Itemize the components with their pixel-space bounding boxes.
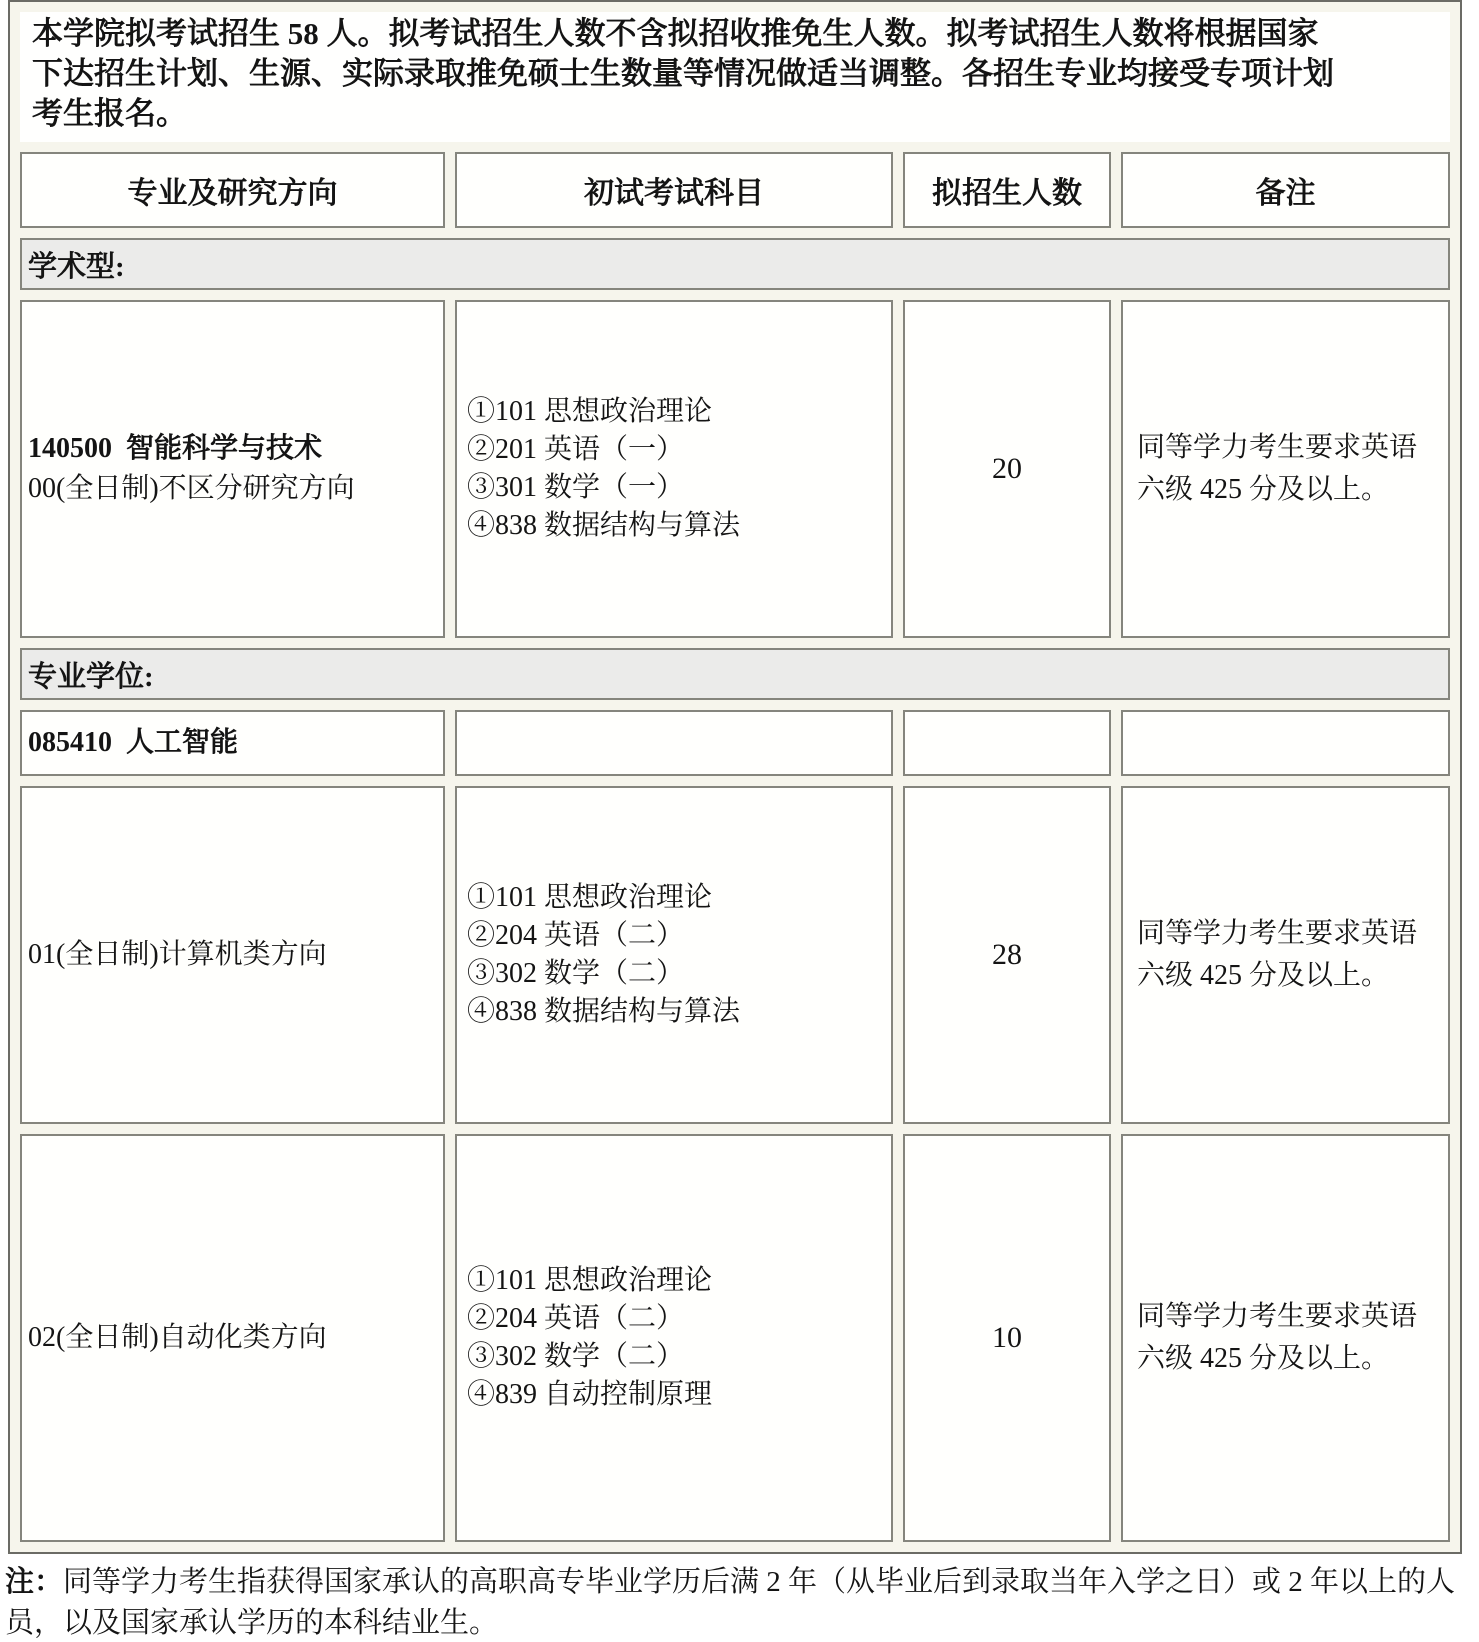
- intro-line-1: 本学院拟考试招生 58 人。拟考试招生人数不含拟招收推免生人数。拟考试招生人数将根据国家: [32, 16, 1319, 51]
- footnote-text: 同等学力考生指获得国家承认的高职高专毕业学历后满 2 年（从毕业后到录取当年入学之日）或 2 年以上的人: [63, 1566, 1456, 1598]
- subject-item: ①101 思想政治理论: [467, 882, 713, 913]
- intro-row: [20, 12, 1450, 142]
- admissions-table: [8, 0, 1462, 1554]
- major-cell-02: [20, 1134, 445, 1542]
- subject-item: ③301 数学（一）: [467, 472, 685, 503]
- remark-cell-01: [1121, 786, 1450, 1124]
- major-direction: 00(全日制)不区分研究方向: [28, 473, 355, 504]
- header-cell-remark: 备注: [1121, 152, 1450, 228]
- major-direction: 02(全日制)自动化类方向: [28, 1322, 327, 1353]
- major-cell-140500: [20, 300, 445, 638]
- subjects-cell-02: [455, 1134, 893, 1542]
- remark-line: 六级 425 分及以上。: [1137, 960, 1390, 991]
- subjects-cell-01: [455, 786, 893, 1124]
- table-header-row: [20, 152, 1450, 228]
- table-row-140500: [20, 300, 1450, 638]
- major-code-title: 140500 智能科学与技术: [28, 433, 323, 464]
- remark-line: 六级 425 分及以上。: [1137, 474, 1390, 505]
- remark-line: 六级 425 分及以上。: [1137, 1343, 1390, 1374]
- remark-line: 同等学力考生要求英语: [1137, 1301, 1418, 1332]
- subject-item: ③302 数学（二）: [467, 1341, 685, 1372]
- subject-item: ③302 数学（二）: [467, 958, 685, 989]
- section-row-professional: [20, 648, 1450, 700]
- remark-line: 同等学力考生要求英语: [1137, 432, 1418, 463]
- empty-quota-cell: [903, 710, 1111, 776]
- remark-cell-140500: [1121, 300, 1450, 638]
- subject-item: ①101 思想政治理论: [467, 396, 713, 427]
- subject-item: ④839 自动控制原理: [467, 1379, 713, 1410]
- footnote-line-2: 员，以及国家承认学历的本科结业生。: [5, 1607, 499, 1639]
- header-cell-subjects: 初试考试科目: [455, 152, 893, 228]
- remark-cell-02: [1121, 1134, 1450, 1542]
- empty-subjects-cell: [455, 710, 893, 776]
- subjects-cell-140500: [455, 300, 893, 638]
- intro-paragraph: [20, 12, 1450, 142]
- subject-item: ②204 英语（二）: [467, 1303, 685, 1334]
- table-row-direction-01: [20, 786, 1450, 1124]
- quota-cell-01: 28: [903, 786, 1111, 1124]
- subject-item: ④838 数据结构与算法: [467, 996, 741, 1027]
- subject-item: ②204 英语（二）: [467, 920, 685, 951]
- intro-line-2: 下达招生计划、生源、实际录取推免硕士生数量等情况做适当调整。各招生专业均接受专项计划: [32, 56, 1334, 91]
- major-cell-085410: [20, 710, 445, 776]
- footnote-prefix: 注：: [5, 1566, 64, 1598]
- section-row-academic: [20, 238, 1450, 290]
- major-code-title: 085410 人工智能: [28, 727, 239, 758]
- subject-item: ②201 英语（一）: [467, 434, 685, 465]
- header-cell-quota: 拟招生人数: [903, 152, 1111, 228]
- subject-item: ④838 数据结构与算法: [467, 510, 741, 541]
- table-row-085410: [20, 710, 1450, 776]
- major-direction: 01(全日制)计算机类方向: [28, 939, 327, 970]
- header-cell-major: 专业及研究方向: [20, 152, 445, 228]
- section-label-academic: 学术型:: [20, 238, 1450, 290]
- footnote-line-1: [5, 1562, 1475, 1603]
- subject-item: ①101 思想政治理论: [467, 1265, 713, 1296]
- table-row-direction-02: [20, 1134, 1450, 1542]
- footnote: [5, 1562, 1475, 1642]
- intro-line-3: 考生报名。: [32, 96, 187, 131]
- major-cell-01: [20, 786, 445, 1124]
- section-label-professional: 专业学位:: [20, 648, 1450, 700]
- quota-cell-140500: 20: [903, 300, 1111, 638]
- empty-remark-cell: [1121, 710, 1450, 776]
- remark-line: 同等学力考生要求英语: [1137, 918, 1418, 949]
- quota-cell-02: 10: [903, 1134, 1111, 1542]
